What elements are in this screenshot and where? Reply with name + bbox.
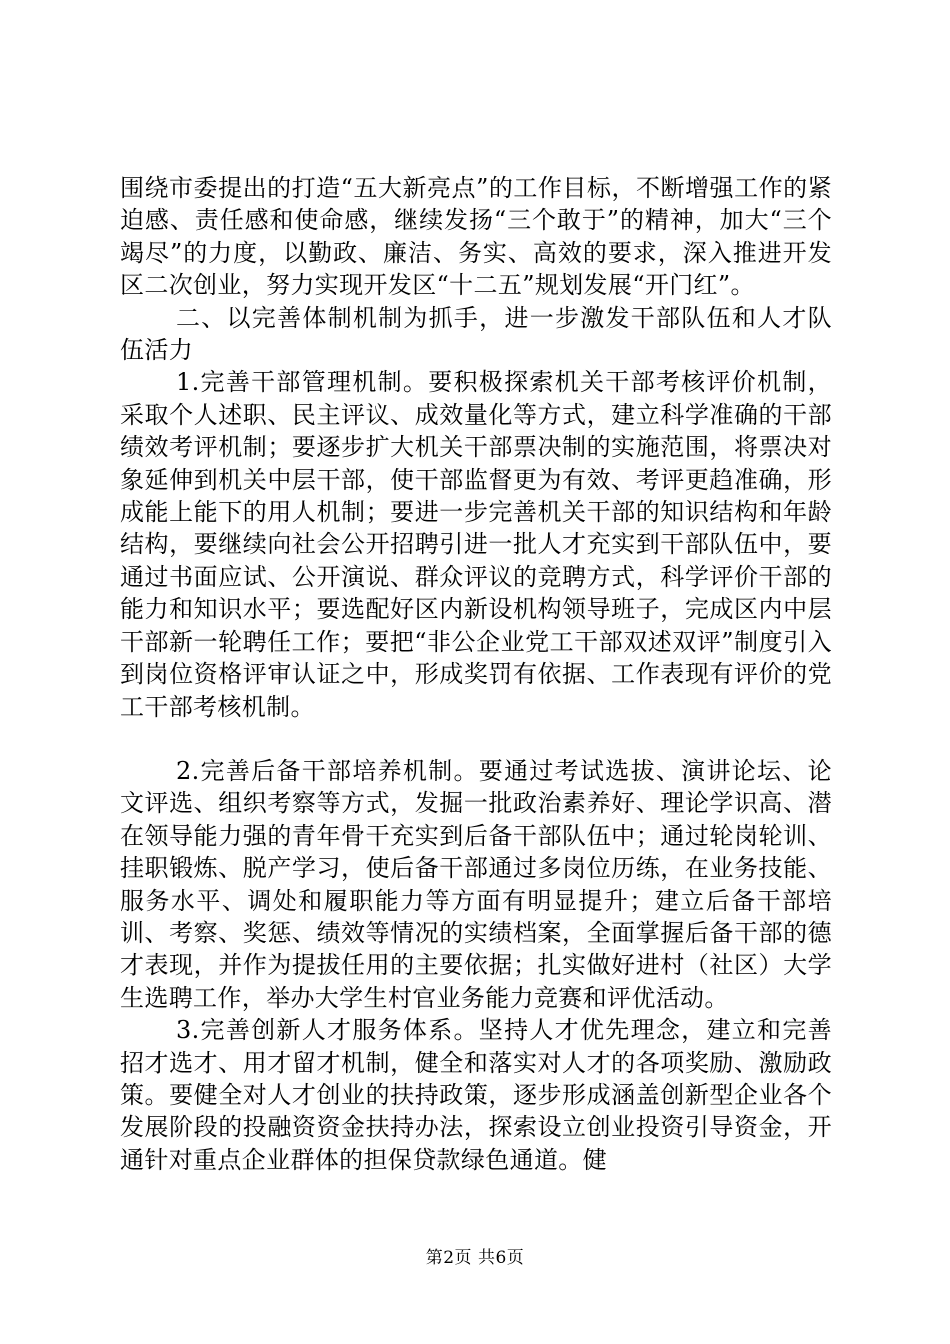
page-footer	[0, 1248, 950, 1268]
paragraph-continuation: 围绕市委提出的打造“五大新亮点”的工作目标，不断增强工作的紧迫感、责任感和使命感，继续发扬“三个敢于”的精神，加大“三个竭尽”的力度，以勤政、廉洁、务实、高效的要求，深入推进开发区二次创业，努力实现开发区“十二五”规划发展“开门红”。	[120, 174, 832, 300]
paragraph-item-1: 1.完善干部管理机制。要积极探索机关干部考核评价机制，采取个人述职、民主评议、成效量化等方式，建立科学准确的干部绩效考评机制；要逐步扩大机关干部票决制的实施范围，将票决对象延伸到机关中层干部，使干部监督更为有效、考评更趋准确，形成能上能下的用人机制；要进一步完善机关干部的知识结构和年龄结构，要继续向社会公开招聘引进一批人才充实到干部队伍中，要通过书面应试、公开演说、群众评议的竞聘方式，科学评价干部的能力和知识水平；要选配好区内新设机构领导班子，完成区内中层干部新一轮聘任工作；要把“非公企业党工干部双述双评”制度引入到岗位资格评审认证之中，形成奖罚有依据、工作表现有评价的党工干部考核机制。	[120, 368, 832, 721]
paragraph-item-2: 2.完善后备干部培养机制。要通过考试选拔、演讲论坛、论文评选、组织考察等方式，发掘一批政治素养好、理论学识高、潜在领导能力强的青年骨干充实到后备干部队伍中；通过轮岗轮训、挂职锻炼、脱产学习，使后备干部通过多岗位历练，在业务技能、服务水平、调处和履职能力等方面有明显提升；建立后备干部培训、考察、奖惩、绩效等情况的实绩档案，全面掌握后备干部的德才表现，并作为提拔任用的主要依据；扎实做好进村（社区）大学生选聘工作，举办大学生村官业务能力竞赛和评优活动。	[120, 756, 832, 1012]
section-heading-2: 二、以完善体制机制为抓手，进一步激发干部队伍和人才队伍活力	[120, 303, 832, 365]
document-body	[120, 172, 832, 1176]
page-number: 第2页 共6页	[425, 1248, 525, 1268]
paragraph-item-3: 3.完善创新人才服务体系。坚持人才优先理念，建立和完善招才选才、用才留才机制，健全和落实对人才的各项奖励、激励政策。要健全对人才创业的扶持政策，逐步形成涵盖创新型企业各个发展阶段的投融资资金扶持办法，探索设立创业投资引导资金，开通针对重点企业群体的担保贷款绿色通道。健	[120, 1016, 832, 1174]
